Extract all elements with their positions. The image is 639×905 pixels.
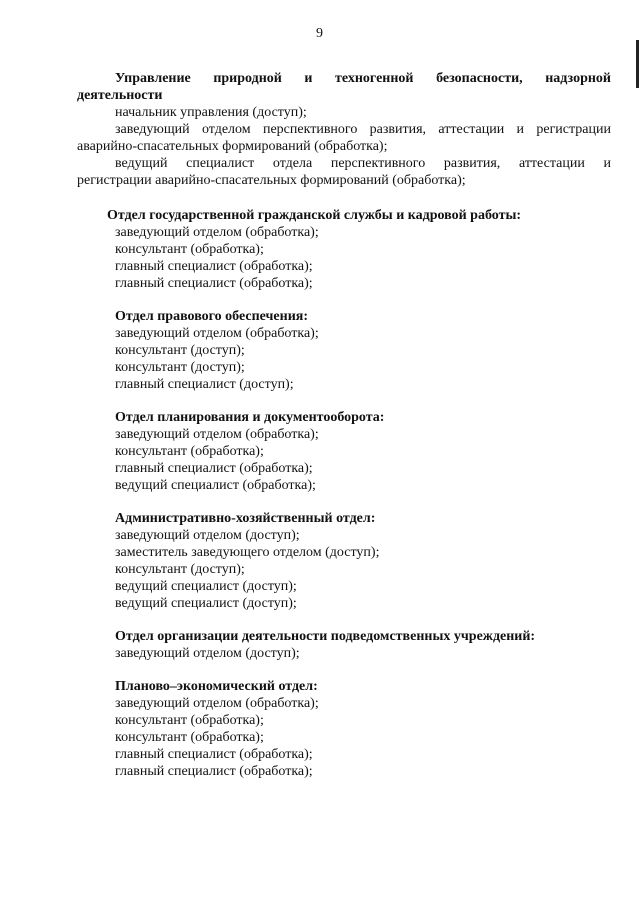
list-item-line-2: регистрации аварийно-спасательных формирований (обработка);: [77, 173, 466, 188]
list-item: заведующий отделом (обработка);: [115, 427, 319, 442]
list-item: консультант (обработка);: [115, 444, 264, 459]
section-title-line-2: деятельности: [77, 88, 163, 103]
list-item-line-1: ведущий специалист отдела перспективного развития, аттестации и: [115, 156, 611, 171]
section-legal: [77, 308, 611, 393]
list-item: главный специалист (обработка);: [115, 259, 313, 274]
section-title: Административно-хозяйственный отдел:: [115, 511, 376, 526]
page-number: 9: [316, 26, 323, 41]
list-item-line-1: заведующий отделом перспективного развития, аттестации и регистрации: [115, 122, 611, 137]
list-item: консультант (обработка);: [115, 713, 264, 728]
list-item: главный специалист (обработка);: [115, 276, 313, 291]
list-item: заведующий отделом (обработка);: [115, 225, 319, 240]
section-title: Отдел государственной гражданской службы и кадровой работы:: [107, 208, 522, 223]
list-item: заместитель заведующего отделом (доступ);: [115, 545, 380, 560]
list-item: ведущий специалист (обработка);: [115, 478, 316, 493]
list-item: консультант (доступ);: [115, 562, 245, 577]
section-title: Отдел планирования и документооборота:: [115, 410, 385, 425]
section-planning-economic: [77, 678, 611, 780]
list-item: заведующий отделом (обработка);: [115, 696, 319, 711]
document-body: [77, 70, 611, 780]
section-title: Отдел организации деятельности подведомственных учреждений:: [115, 629, 536, 644]
list-item: консультант (обработка);: [115, 242, 264, 257]
list-item: заведующий отделом (обработка);: [115, 326, 319, 341]
list-item: консультант (доступ);: [115, 343, 245, 358]
list-item: заведующий отделом (доступ);: [115, 646, 300, 661]
list-item: главный специалист (обработка);: [115, 461, 313, 476]
section-title: Планово–экономический отдел:: [115, 679, 318, 694]
section-subordinate-institutions: [77, 628, 611, 662]
list-item-line-2: аварийно-спасательных формирований (обработка);: [77, 139, 388, 154]
list-item: главный специалист (доступ);: [115, 377, 294, 392]
list-item: главный специалист (обработка);: [115, 764, 313, 779]
list-item: ведущий специалист (доступ);: [115, 596, 297, 611]
section-title: Отдел правового обеспечения:: [115, 309, 308, 324]
section-civil-service-hr: [77, 207, 611, 292]
section-planning-docs: [77, 409, 611, 494]
section-title-line-1: Управление природной и техногенной безопасности, надзорной: [115, 71, 611, 86]
list-item: консультант (обработка);: [115, 730, 264, 745]
list-item: главный специалист (обработка);: [115, 747, 313, 762]
list-item: ведущий специалист (доступ);: [115, 579, 297, 594]
list-item: заведующий отделом (доступ);: [115, 528, 300, 543]
section-safety-directorate: [77, 70, 611, 189]
list-item: начальник управления (доступ);: [115, 105, 307, 120]
section-admin-household: [77, 510, 611, 612]
list-item: консультант (доступ);: [115, 360, 245, 375]
